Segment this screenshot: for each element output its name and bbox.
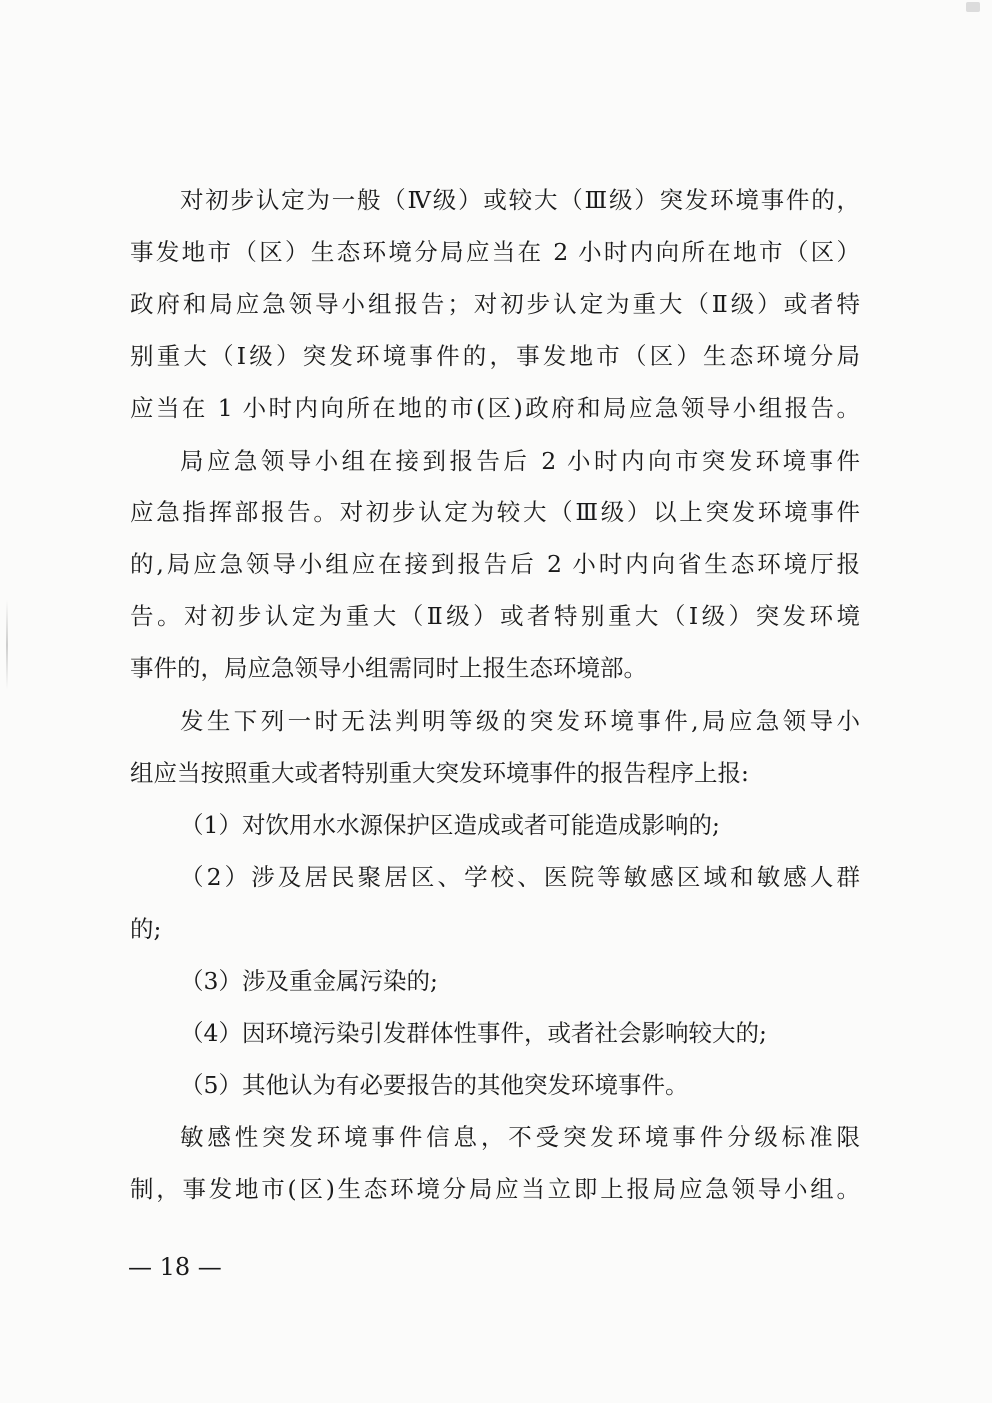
text-line: 对初步认定为一般（Ⅳ级）或较大（Ⅲ级）突发环境事件的， (180, 186, 860, 214)
text-line: 的,局应急领导小组应在接到报告后 2 小时内向省生态环境厅报 (130, 550, 860, 578)
list-item: （2）涉及居民聚居区、学校、医院等敏感区域和敏感人群 (180, 863, 860, 891)
text-line: 组应当按照重大或者特别重大突发环境事件的报告程序上报: (130, 759, 749, 787)
text-line: 事发地市（区）生态环境分局应当在 2 小时内向所在地市（区） (130, 238, 860, 266)
list-item: （3）涉及重金属污染的; (180, 967, 438, 995)
page-number: — 18 — (128, 1253, 222, 1281)
scan-artifact (966, 2, 980, 12)
text-line: 局应急领导小组在接到报告后 2 小时内向市突发环境事件 (180, 447, 860, 475)
scan-edge-shadow (6, 600, 8, 690)
list-item: （1）对饮用水水源保护区造成或者可能造成影响的; (180, 811, 720, 839)
text-line: 应当在 1 小时内向所在地的市(区)政府和局应急领导小组报告。 (130, 394, 860, 422)
text-line: 事件的，局应急领导小组需同时上报生态环境部。 (130, 654, 647, 682)
text-line: 政府和局应急领导小组报告；对初步认定为重大（Ⅱ级）或者特 (130, 290, 860, 318)
text-line: 别重大（Ⅰ级）突发环境事件的，事发地市（区）生态环境分局 (130, 342, 860, 370)
list-item: （5）其他认为有必要报告的其他突发环境事件。 (180, 1071, 689, 1099)
text-line: 制，事发地市(区)生态环境分局应当立即上报局应急领导小组。 (130, 1175, 860, 1203)
text-line: 应急指挥部报告。对初步认定为较大（Ⅲ级）以上突发环境事件 (130, 498, 860, 526)
text-line: 告。对初步认定为重大（Ⅱ级）或者特别重大（Ⅰ级）突发环境 (130, 602, 860, 630)
list-item-continuation: 的; (130, 915, 162, 943)
text-line: 敏感性突发环境事件信息，不受突发环境事件分级标准限 (180, 1123, 860, 1151)
text-line: 发生下列一时无法判明等级的突发环境事件,局应急领导小 (180, 707, 860, 735)
list-item: （4）因环境污染引发群体性事件，或者社会影响较大的; (180, 1019, 767, 1047)
